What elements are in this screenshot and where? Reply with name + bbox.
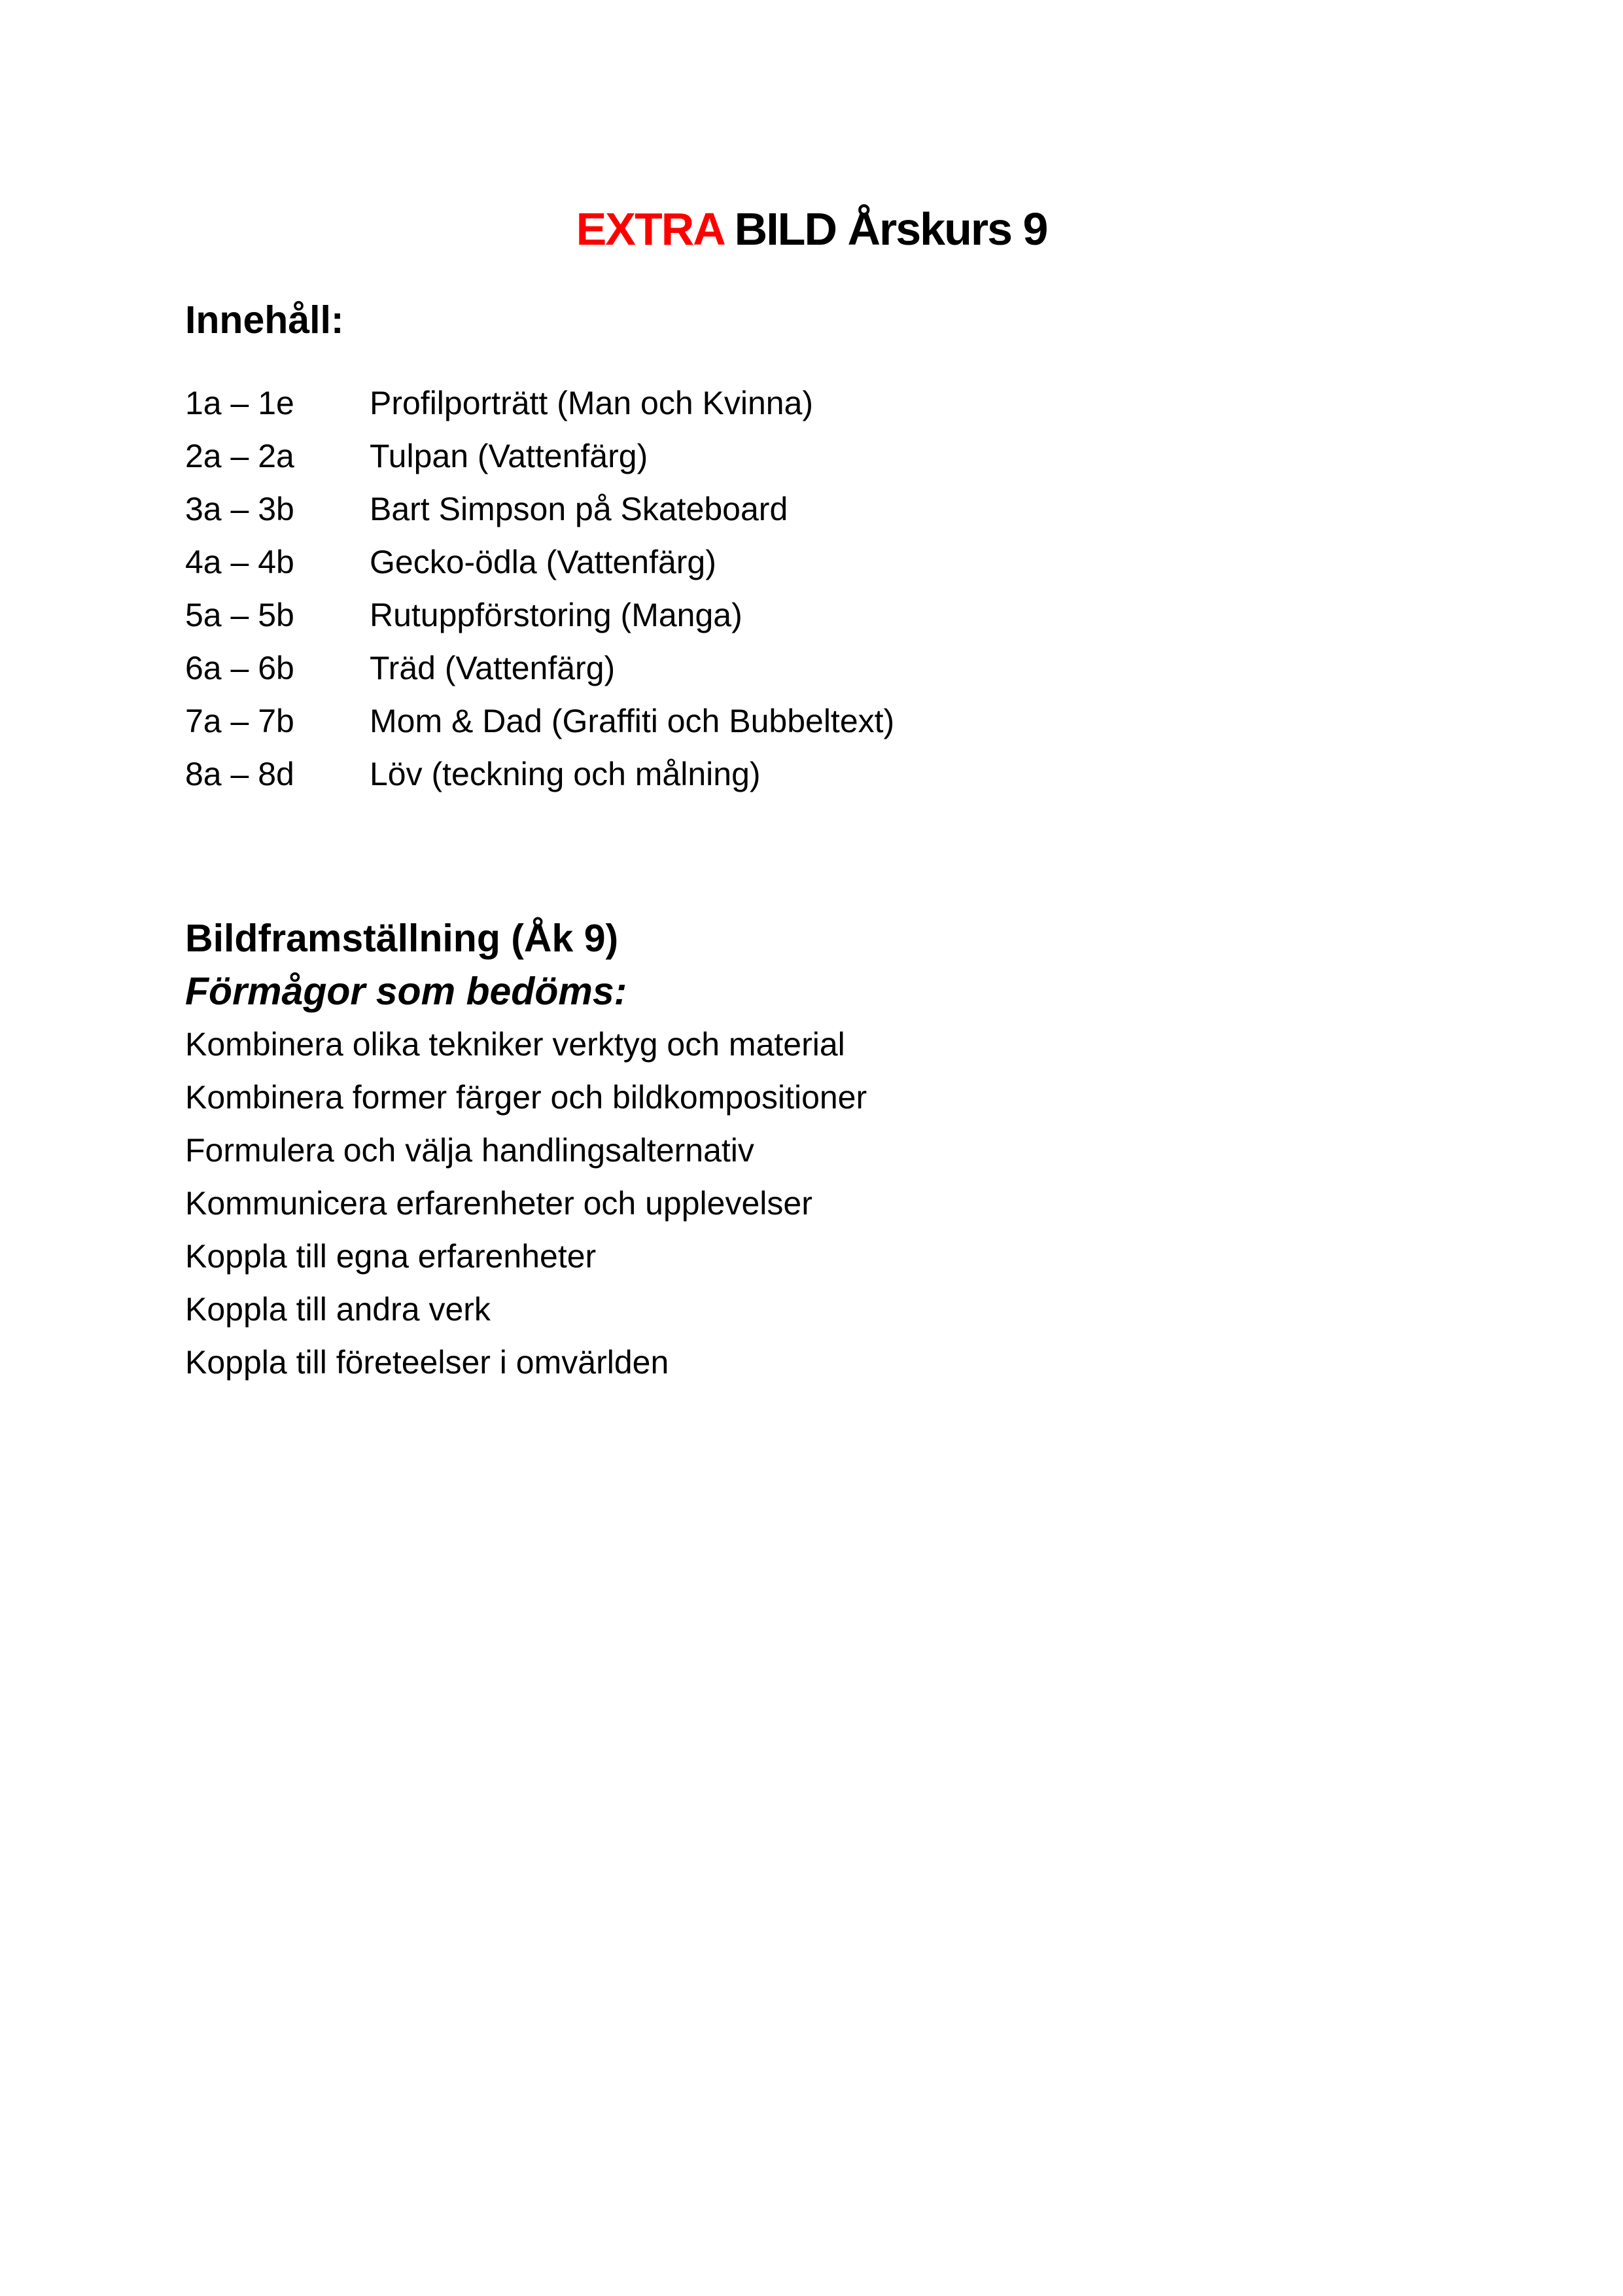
document-content bbox=[0, 202, 1623, 1389]
contents-item bbox=[185, 695, 1438, 748]
contents-list bbox=[185, 377, 1438, 801]
contents-item bbox=[185, 748, 1438, 801]
ability-item: Kombinera former färger och bildkompositioner bbox=[185, 1079, 867, 1116]
page-title-accent: EXTRA bbox=[576, 203, 724, 255]
ability-item: Kombinera olika tekniker verktyg och material bbox=[185, 1026, 845, 1063]
contents-item-desc: Gecko-ödla (Vattenfärg) bbox=[370, 544, 716, 580]
contents-item bbox=[185, 589, 1438, 642]
contents-item-range: 6a – 6b bbox=[185, 650, 294, 686]
abilities-list bbox=[185, 1018, 1438, 1389]
page-title bbox=[185, 202, 1438, 256]
contents-item-range: 7a – 7b bbox=[185, 703, 294, 739]
ability-item: Koppla till företeelser i omvärlden bbox=[185, 1344, 669, 1381]
contents-item-range: 3a – 3b bbox=[185, 491, 294, 527]
page-title-rest: BILD Årskurs 9 bbox=[723, 203, 1047, 255]
ability-item: Koppla till andra verk bbox=[185, 1291, 491, 1328]
contents-item-desc: Bart Simpson på Skateboard bbox=[370, 491, 788, 527]
contents-item-range: 5a – 5b bbox=[185, 597, 294, 633]
ability-item: Koppla till egna erfarenheter bbox=[185, 1238, 597, 1275]
contents-item bbox=[185, 483, 1438, 536]
assessment-heading: Bildframställning (Åk 9) bbox=[185, 917, 619, 960]
contents-item-desc: Tulpan (Vattenfärg) bbox=[370, 438, 648, 474]
contents-item bbox=[185, 642, 1438, 695]
contents-item-range: 1a – 1e bbox=[185, 385, 294, 421]
contents-item-desc: Träd (Vattenfärg) bbox=[370, 650, 616, 686]
contents-item-desc: Profilporträtt (Man och Kvinna) bbox=[370, 385, 814, 421]
contents-item bbox=[185, 430, 1438, 483]
ability-item: Kommunicera erfarenheter och upplevelser bbox=[185, 1185, 812, 1222]
contents-item-desc: Rutuppförstoring (Manga) bbox=[370, 597, 742, 633]
ability-item: Formulera och välja handlingsalternativ bbox=[185, 1132, 754, 1169]
contents-item-desc: Mom & Dad (Graffiti och Bubbeltext) bbox=[370, 703, 895, 739]
contents-item-range: 2a – 2a bbox=[185, 438, 294, 474]
contents-item-range: 4a – 4b bbox=[185, 544, 294, 580]
contents-heading: Innehåll: bbox=[185, 298, 344, 342]
contents-item bbox=[185, 536, 1438, 589]
contents-item-desc: Löv (teckning och målning) bbox=[370, 756, 761, 792]
contents-item-range: 8a – 8d bbox=[185, 756, 294, 792]
assessment-subheading: Förmågor som bedöms: bbox=[185, 970, 627, 1013]
contents-item bbox=[185, 377, 1438, 430]
